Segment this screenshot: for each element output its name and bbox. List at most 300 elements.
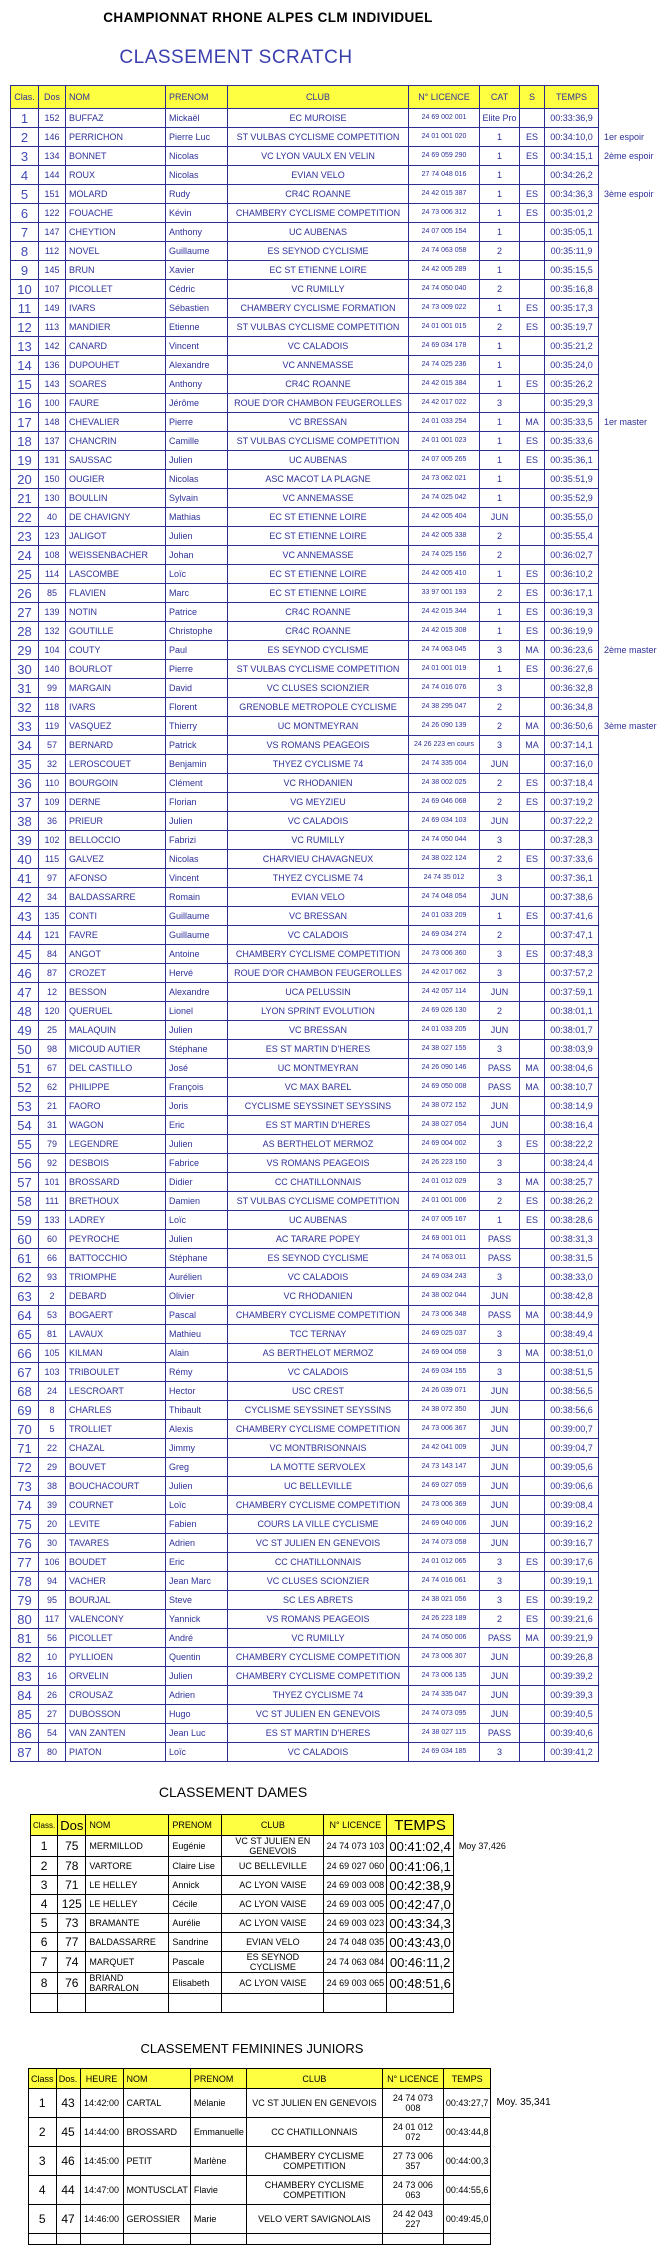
cell-club: CYCLISME SEYSSINET SEYSSINS [228, 1097, 409, 1116]
cell-cat: 3 [480, 1154, 520, 1173]
cell-nom: VACHER [66, 1572, 166, 1591]
row-annotation [599, 356, 660, 375]
cell-club: VC RHODANIEN [228, 1287, 409, 1306]
cell-empty [246, 2234, 382, 2245]
cell-nom: SAUSSAC [66, 451, 166, 470]
cell-nom: LESCROART [66, 1382, 166, 1401]
table-row [11, 280, 660, 299]
cell-nom: PHILIPPE [66, 1078, 166, 1097]
cell-club: VC RUMILLY [228, 831, 409, 850]
table-row [29, 2089, 554, 2118]
cell-lic: 24 74 073 095 [409, 1705, 480, 1724]
cell-cat: JUN [480, 1667, 520, 1686]
cell-jclub: CC CHATILLONNAIS [246, 2118, 382, 2147]
cell-temps: 00:38:03,9 [545, 1040, 599, 1059]
cell-temps: 00:39:40,5 [545, 1705, 599, 1724]
cell-clas: 38 [11, 812, 39, 831]
table-row [31, 1952, 509, 1973]
cell-empty [58, 1994, 86, 2013]
cell-clas: 51 [11, 1059, 39, 1078]
cell-lic: 24 01 033 209 [409, 907, 480, 926]
cell-cat: JUN [480, 1477, 520, 1496]
cell-prenom: Guillaume [166, 242, 228, 261]
cell-dos: 32 [39, 755, 66, 774]
cell-ddos: 74 [58, 1952, 86, 1973]
cell-dprenom: Aurélie [169, 1914, 222, 1933]
cell-prenom: Camille [166, 432, 228, 451]
cell-nom: QUERUEL [66, 1002, 166, 1021]
cell-dos: 80 [39, 1743, 66, 1762]
cell-lic: 24 69 034 155 [409, 1363, 480, 1382]
table-row [31, 1876, 509, 1895]
cell-s: ES [520, 565, 545, 584]
cell-empty [222, 1994, 324, 2013]
cell-club: ST VULBAS CYCLISME COMPETITION [228, 128, 409, 147]
cell-jclub: CHAMBERY CYCLISME COMPETITION [246, 2147, 382, 2176]
cell-s: ES [520, 299, 545, 318]
cell-dnom: BRAMANTE [86, 1914, 169, 1933]
cell-temps: 00:35:16,8 [545, 280, 599, 299]
cell-clas: 21 [11, 489, 39, 508]
row-annotation [599, 964, 660, 983]
row-annotation [599, 1743, 660, 1762]
cell-s [520, 1382, 545, 1401]
cell-prenom: Julien [166, 1135, 228, 1154]
cell-dnom: LE HELLEY [86, 1876, 169, 1895]
cell-clas: 3 [11, 147, 39, 166]
cell-prenom: Thibault [166, 1401, 228, 1420]
cell-temps: 00:39:04,7 [545, 1439, 599, 1458]
table-row [11, 679, 660, 698]
cell-dos: 139 [39, 603, 66, 622]
col-header-s: S [520, 86, 545, 109]
cell-dc: 4 [31, 1895, 58, 1914]
cell-club: VC CLUSES SCIONZIER [228, 679, 409, 698]
row-annotation [599, 1097, 660, 1116]
cell-temps: 00:37:41,6 [545, 907, 599, 926]
cell-s [520, 812, 545, 831]
cell-temps: 00:37:18,4 [545, 774, 599, 793]
cell-clas: 15 [11, 375, 39, 394]
cell-s [520, 1439, 545, 1458]
table-row [11, 546, 660, 565]
cell-dos: 119 [39, 717, 66, 736]
cell-nom: MICOUD AUTIER [66, 1040, 166, 1059]
cell-dprenom: Claire Lise [169, 1857, 222, 1876]
cell-dos: 36 [39, 812, 66, 831]
cell-clas: 28 [11, 622, 39, 641]
cell-nom: BALDASSARRE [66, 888, 166, 907]
cell-club: UC AUBENAS [228, 223, 409, 242]
cell-prenom: Etienne [166, 318, 228, 337]
cell-cat: 1 [480, 204, 520, 223]
cell-temps: 00:35:52,9 [545, 489, 599, 508]
cell-prenom: Alexandre [166, 356, 228, 375]
row-annotation [599, 280, 660, 299]
cell-s [520, 1515, 545, 1534]
cell-club: ES SEYNOD CYCLISME [228, 242, 409, 261]
cell-cat: 2 [480, 527, 520, 546]
cell-clas: 76 [11, 1534, 39, 1553]
row-annotation [599, 850, 660, 869]
cell-temps: 00:37:47,1 [545, 926, 599, 945]
cell-dos: 95 [39, 1591, 66, 1610]
cell-cat: JUN [480, 1458, 520, 1477]
cell-clas: 27 [11, 603, 39, 622]
cell-prenom: Rémy [166, 1363, 228, 1382]
cell-nom: CHEYTION [66, 223, 166, 242]
cell-prenom: Nicolas [166, 850, 228, 869]
cell-cat: 2 [480, 280, 520, 299]
cell-clas: 50 [11, 1040, 39, 1059]
cell-dprenom: Pascale [169, 1952, 222, 1973]
row-annotation [491, 2205, 553, 2234]
cell-dtemps: 00:42:38,9 [387, 1876, 453, 1895]
row-annotation [453, 1914, 508, 1933]
table-row [11, 1743, 660, 1762]
cell-prenom: Clément [166, 774, 228, 793]
cell-lic: 24 26 090 146 [409, 1059, 480, 1078]
row-annotation [599, 261, 660, 280]
table-row [11, 964, 660, 983]
cell-nom: BOUDET [66, 1553, 166, 1572]
cell-nom: FOUACHE [66, 204, 166, 223]
cell-club: ROUE D'OR CHAMBON FEUGEROLLES [228, 394, 409, 413]
cell-temps: 00:34:10,0 [545, 128, 599, 147]
cell-dos: 143 [39, 375, 66, 394]
table-row [11, 850, 660, 869]
cell-clas: 54 [11, 1116, 39, 1135]
table-row [11, 508, 660, 527]
cell-lic: 24 42 005 404 [409, 508, 480, 527]
cell-dlic: 24 69 003 023 [324, 1914, 387, 1933]
table-row [11, 1591, 660, 1610]
table-row [11, 432, 660, 451]
cell-nom: IVARS [66, 698, 166, 717]
cell-nom: BATTOCCHIO [66, 1249, 166, 1268]
cell-empty [31, 1994, 58, 2013]
cell-jdos: 43 [56, 2089, 80, 2118]
cell-clas: 65 [11, 1325, 39, 1344]
cell-s [520, 1154, 545, 1173]
cell-cat: 2 [480, 1610, 520, 1629]
col-header-jprenom: PRENOM [190, 2069, 246, 2089]
cell-ddos: 71 [58, 1876, 86, 1895]
cell-club: CR4C ROANNE [228, 603, 409, 622]
cell-dos: 25 [39, 1021, 66, 1040]
cell-cat: JUN [480, 888, 520, 907]
cell-clas: 69 [11, 1401, 39, 1420]
row-annotation [491, 2176, 553, 2205]
cell-cat: 1 [480, 166, 520, 185]
cell-dos: 146 [39, 128, 66, 147]
cell-cat: 3 [480, 736, 520, 755]
cell-clas: 46 [11, 964, 39, 983]
table-row [11, 1363, 660, 1382]
cell-cat: 1 [480, 565, 520, 584]
cell-cat: 1 [480, 489, 520, 508]
table-row [11, 1553, 660, 1572]
table-row [11, 489, 660, 508]
cell-club: ASC MACOT LA PLAGNE [228, 470, 409, 489]
cell-cat: 2 [480, 1192, 520, 1211]
cell-dos: 109 [39, 793, 66, 812]
cell-dos: 67 [39, 1059, 66, 1078]
table-row [11, 147, 660, 166]
cell-nom: BOUCHACOURT [66, 1477, 166, 1496]
cell-dos: 150 [39, 470, 66, 489]
col-header-dlic: N° LICENCE [324, 1815, 387, 1836]
row-annotation [599, 394, 660, 413]
cell-prenom: Nicolas [166, 166, 228, 185]
cell-empty [387, 1994, 453, 2013]
cell-prenom: Jimmy [166, 1439, 228, 1458]
cell-cat: 3 [480, 1135, 520, 1154]
cell-cat: PASS [480, 1059, 520, 1078]
cell-prenom: Aurélien [166, 1268, 228, 1287]
cell-s: ES [520, 432, 545, 451]
cell-clas: 42 [11, 888, 39, 907]
cell-club: VC BRESSAN [228, 413, 409, 432]
cell-temps: 00:35:01,2 [545, 204, 599, 223]
cell-cat: 3 [480, 945, 520, 964]
cell-prenom: Nicolas [166, 147, 228, 166]
cell-s [520, 1287, 545, 1306]
cell-dos: 53 [39, 1306, 66, 1325]
row-annotation [599, 470, 660, 489]
row-annotation [453, 1876, 508, 1895]
cell-nom: ANGOT [66, 945, 166, 964]
cell-temps: 00:38:26,2 [545, 1192, 599, 1211]
cell-clas: 59 [11, 1211, 39, 1230]
cell-nom: TRIOMPHE [66, 1268, 166, 1287]
cell-lic: 24 69 027 059 [409, 1477, 480, 1496]
cell-lic: 24 69 026 130 [409, 1002, 480, 1021]
juniors-section-title: CLASSEMENT FEMININES JUNIORS [140, 2041, 364, 2056]
cell-dos: 93 [39, 1268, 66, 1287]
cell-clas: 57 [11, 1173, 39, 1192]
cell-clas: 43 [11, 907, 39, 926]
cell-s [520, 261, 545, 280]
cell-cat: JUN [480, 755, 520, 774]
cell-s [520, 1363, 545, 1382]
cell-temps: 00:38:56,5 [545, 1382, 599, 1401]
cell-clas: 32 [11, 698, 39, 717]
table-row [11, 204, 660, 223]
cell-nom: BESSON [66, 983, 166, 1002]
cell-dos: 107 [39, 280, 66, 299]
cell-s: ES [520, 907, 545, 926]
table-row [11, 1230, 660, 1249]
row-annotation [599, 1724, 660, 1743]
cell-club: EC ST ETIENNE LOIRE [228, 565, 409, 584]
cell-prenom: Damien [166, 1192, 228, 1211]
cell-prenom: Julien [166, 527, 228, 546]
cell-club: CHAMBERY CYCLISME COMPETITION [228, 204, 409, 223]
cell-clas: 37 [11, 793, 39, 812]
table-row [11, 451, 660, 470]
cell-clas: 29 [11, 641, 39, 660]
row-annotation [599, 831, 660, 850]
cell-nom: FAVRE [66, 926, 166, 945]
cell-nom: PICOLLET [66, 1629, 166, 1648]
cell-clas: 86 [11, 1724, 39, 1743]
cell-temps: 00:38:28,6 [545, 1211, 599, 1230]
cell-dos: 133 [39, 1211, 66, 1230]
table-row [11, 1686, 660, 1705]
row-annotation [599, 242, 660, 261]
cell-club: VC ST JULIEN EN GENEVOIS [228, 1705, 409, 1724]
cell-jnom: BROSSARD [123, 2118, 190, 2147]
cell-lic: 24 73 006 369 [409, 1496, 480, 1515]
cell-club: VC BRESSAN [228, 907, 409, 926]
cell-cat: 1 [480, 413, 520, 432]
cell-cat: PASS [480, 1078, 520, 1097]
row-annotation [599, 1648, 660, 1667]
cell-club: CHAMBERY CYCLISME COMPETITION [228, 945, 409, 964]
cell-dlic: 24 74 063 084 [324, 1952, 387, 1973]
row-annotation [599, 1268, 660, 1287]
cell-prenom: Alexandre [166, 983, 228, 1002]
cell-dos: 56 [39, 1629, 66, 1648]
row-annotation [599, 907, 660, 926]
cell-prenom: Johan [166, 546, 228, 565]
cell-nom: CROZET [66, 964, 166, 983]
cell-lic: 24 38 072 350 [409, 1401, 480, 1420]
cell-dclub: AC LYON VAISE [222, 1973, 324, 1994]
cell-dlic: 24 69 003 005 [324, 1895, 387, 1914]
cell-cat: JUN [480, 1496, 520, 1515]
cell-lic: 24 26 090 139 [409, 717, 480, 736]
cell-s: MA [520, 413, 545, 432]
col-header-club: CLUB [228, 86, 409, 109]
cell-cat: 2 [480, 793, 520, 812]
cell-s [520, 166, 545, 185]
cell-prenom: Julien [166, 1021, 228, 1040]
cell-ddos: 125 [58, 1895, 86, 1914]
table-row [11, 774, 660, 793]
row-annotation [599, 1458, 660, 1477]
cell-cat: 2 [480, 717, 520, 736]
row-annotation [599, 1477, 660, 1496]
cell-dos: 122 [39, 204, 66, 223]
col-header-dtemps: TEMPS [387, 1815, 453, 1836]
cell-clas: 56 [11, 1154, 39, 1173]
cell-cat: JUN [480, 1382, 520, 1401]
cell-cat: 1 [480, 261, 520, 280]
table-row [29, 2205, 554, 2234]
cell-cat: Elite Pro [480, 109, 520, 128]
cell-clas: 24 [11, 546, 39, 565]
cell-dtemps: 00:48:51,6 [387, 1973, 453, 1994]
cell-cat: 3 [480, 394, 520, 413]
cell-temps: 00:34:36,3 [545, 185, 599, 204]
cell-s: ES [520, 1553, 545, 1572]
cell-lic: 24 38 002 044 [409, 1287, 480, 1306]
cell-jheure: 14:45:00 [80, 2147, 123, 2176]
cell-lic: 24 42 005 289 [409, 261, 480, 280]
cell-nom: ROUX [66, 166, 166, 185]
cell-lic: 24 07 005 154 [409, 223, 480, 242]
table-row [11, 888, 660, 907]
cell-nom: NOVEL [66, 242, 166, 261]
cell-lic: 24 42 005 338 [409, 527, 480, 546]
cell-dnom: VARTORE [86, 1857, 169, 1876]
cell-club: CHAMBERY CYCLISME COMPETITION [228, 1306, 409, 1325]
cell-dos: 24 [39, 1382, 66, 1401]
table-row [31, 1895, 509, 1914]
cell-lic: 24 38 027 155 [409, 1040, 480, 1059]
cell-s: MA [520, 1173, 545, 1192]
cell-club: VC RUMILLY [228, 280, 409, 299]
cell-prenom: Greg [166, 1458, 228, 1477]
cell-prenom: Alain [166, 1344, 228, 1363]
cell-lic: 24 69 002 001 [409, 109, 480, 128]
row-annotation [599, 1610, 660, 1629]
cell-dc: 5 [31, 1914, 58, 1933]
dames-results-table [30, 1814, 509, 2013]
cell-clas: 31 [11, 679, 39, 698]
cell-nom: PRIEUR [66, 812, 166, 831]
cell-dos: 149 [39, 299, 66, 318]
cell-temps: 00:35:26,2 [545, 375, 599, 394]
header-row [29, 2069, 554, 2089]
cell-dos: 94 [39, 1572, 66, 1591]
cell-prenom: Hervé [166, 964, 228, 983]
row-annotation [599, 888, 660, 907]
cell-dos: 31 [39, 1116, 66, 1135]
cell-prenom: Paul [166, 641, 228, 660]
col-header-dprenom: PRENOM [169, 1815, 222, 1836]
cell-dc: 2 [31, 1857, 58, 1876]
cell-temps: 00:38:25,7 [545, 1173, 599, 1192]
cell-dnom: BALDASSARRE [86, 1933, 169, 1952]
cell-prenom: Adrien [166, 1534, 228, 1553]
cell-lic: 24 42 017 062 [409, 964, 480, 983]
cell-clas: 11 [11, 299, 39, 318]
cell-clas: 53 [11, 1097, 39, 1116]
cell-jprenom: Marlène [190, 2147, 246, 2176]
table-row [31, 1836, 509, 1857]
row-annotation: Moy 37,426 [458, 1841, 506, 1851]
cell-jclub: CHAMBERY CYCLISME COMPETITION [246, 2176, 382, 2205]
row-annotation: 2ème master [604, 645, 657, 655]
cell-dlic: 24 69 003 065 [324, 1973, 387, 1994]
row-annotation [491, 2234, 553, 2245]
cell-s [520, 109, 545, 128]
cell-club: ES ST MARTIN D'HERES [228, 1040, 409, 1059]
cell-lic: 24 42 041 009 [409, 1439, 480, 1458]
cell-temps: 00:39:16,7 [545, 1534, 599, 1553]
cell-prenom: Guillaume [166, 907, 228, 926]
row-annotation [599, 109, 660, 128]
cell-temps: 00:36:02,7 [545, 546, 599, 565]
row-annotation [453, 1952, 508, 1973]
col-header-dnom: NOM [86, 1815, 169, 1836]
cell-dlic: 24 74 048 035 [324, 1933, 387, 1952]
cell-cat: JUN [480, 1116, 520, 1135]
cell-nom: PYLLIOEN [66, 1648, 166, 1667]
cell-lic: 24 74 063 045 [409, 641, 480, 660]
table-row [11, 926, 660, 945]
cell-temps: 00:39:00,7 [545, 1420, 599, 1439]
cell-lic: 24 73 006 348 [409, 1306, 480, 1325]
cell-nom: BOURJAL [66, 1591, 166, 1610]
cell-nom: WEISSENBACHER [66, 546, 166, 565]
row-annotation [599, 1021, 660, 1040]
cell-club: AS BERTHELOT MERMOZ [228, 1135, 409, 1154]
row-annotation [599, 869, 660, 888]
